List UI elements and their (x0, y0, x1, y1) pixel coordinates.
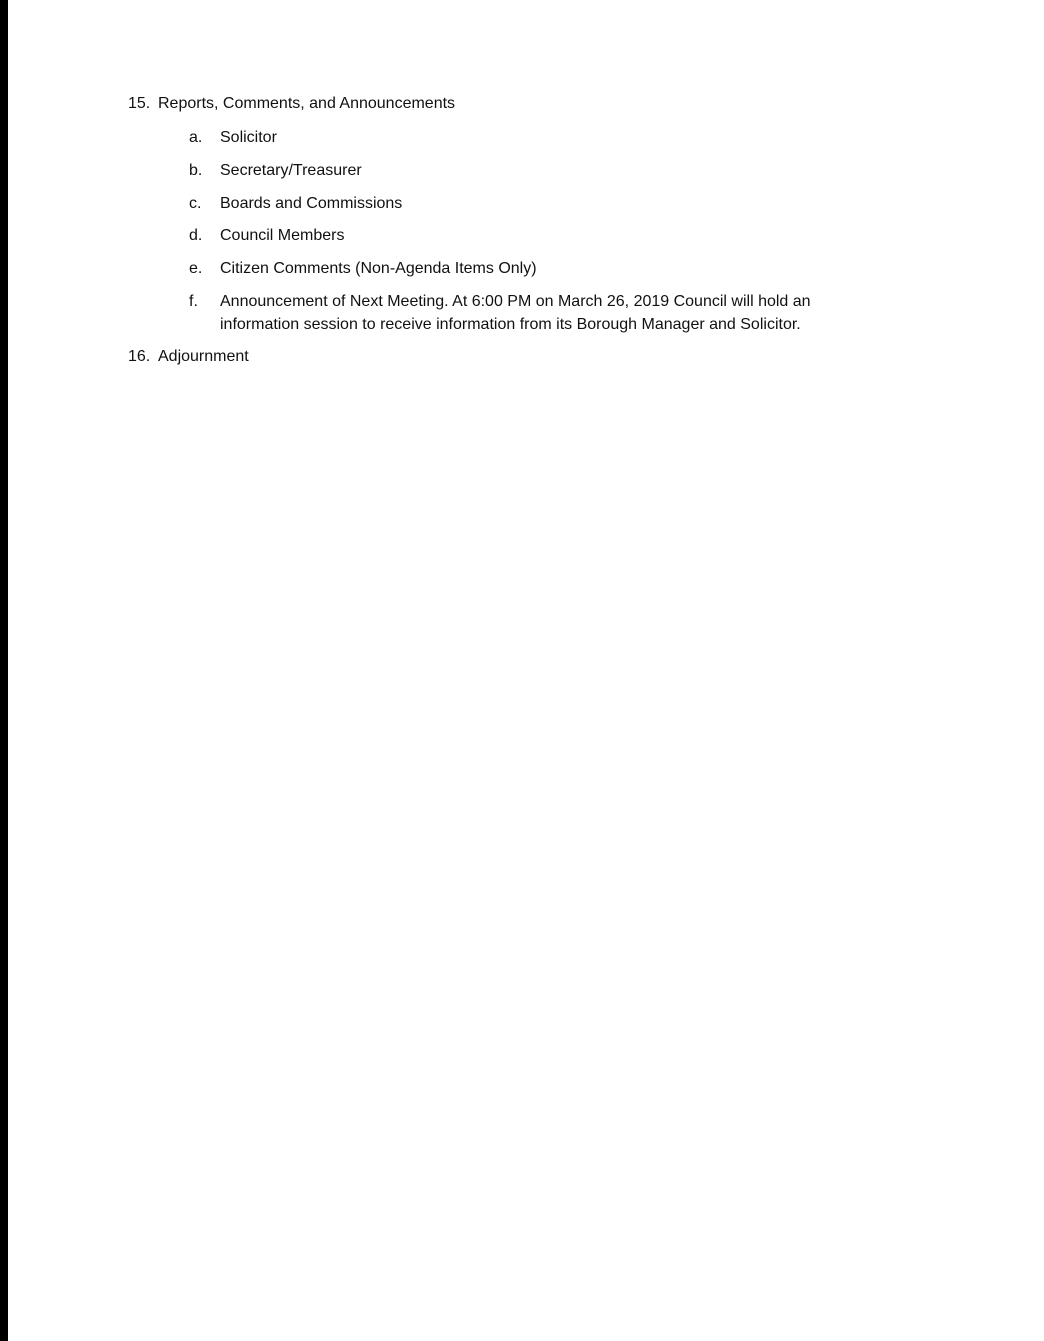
subitem-text: Secretary/Treasurer (220, 162, 362, 179)
agenda-item-number: 16. (128, 348, 151, 365)
agenda-item-title: Adjournment (158, 348, 249, 365)
subitem-letter: c. (189, 195, 202, 212)
subitem-letter: d. (189, 227, 203, 244)
subitem-text: Boards and Commissions (220, 195, 403, 212)
agenda-item-15 (128, 94, 455, 114)
subitem-text: Citizen Comments (Non-Agenda Items Only) (220, 260, 537, 277)
subitem-letter: f. (189, 293, 198, 310)
subitem-text: Announcement of Next Meeting. At 6:00 PM on March 26, 2019 Council will hold an information session to receive information from its Borough Manager and Solicitor. (220, 293, 811, 333)
subitem-letter: b. (189, 162, 203, 179)
subitem-letter: e. (189, 260, 203, 277)
agenda-item-title: Reports, Comments, and Announcements (158, 95, 456, 112)
document-page (8, 0, 1044, 1341)
agenda-subitem-e (189, 257, 870, 280)
subitem-text: Council Members (220, 227, 345, 244)
agenda-subitem-d (189, 224, 870, 247)
subitem-letter: a. (189, 129, 203, 146)
agenda-subitem-b (189, 159, 870, 182)
agenda-subitem-f (189, 290, 870, 336)
subitem-text: Solicitor (220, 129, 277, 146)
agenda-item-number: 15. (128, 95, 151, 112)
agenda-subitem-c (189, 192, 870, 215)
agenda-item-16 (128, 347, 249, 367)
agenda-subitem-a (189, 126, 870, 149)
